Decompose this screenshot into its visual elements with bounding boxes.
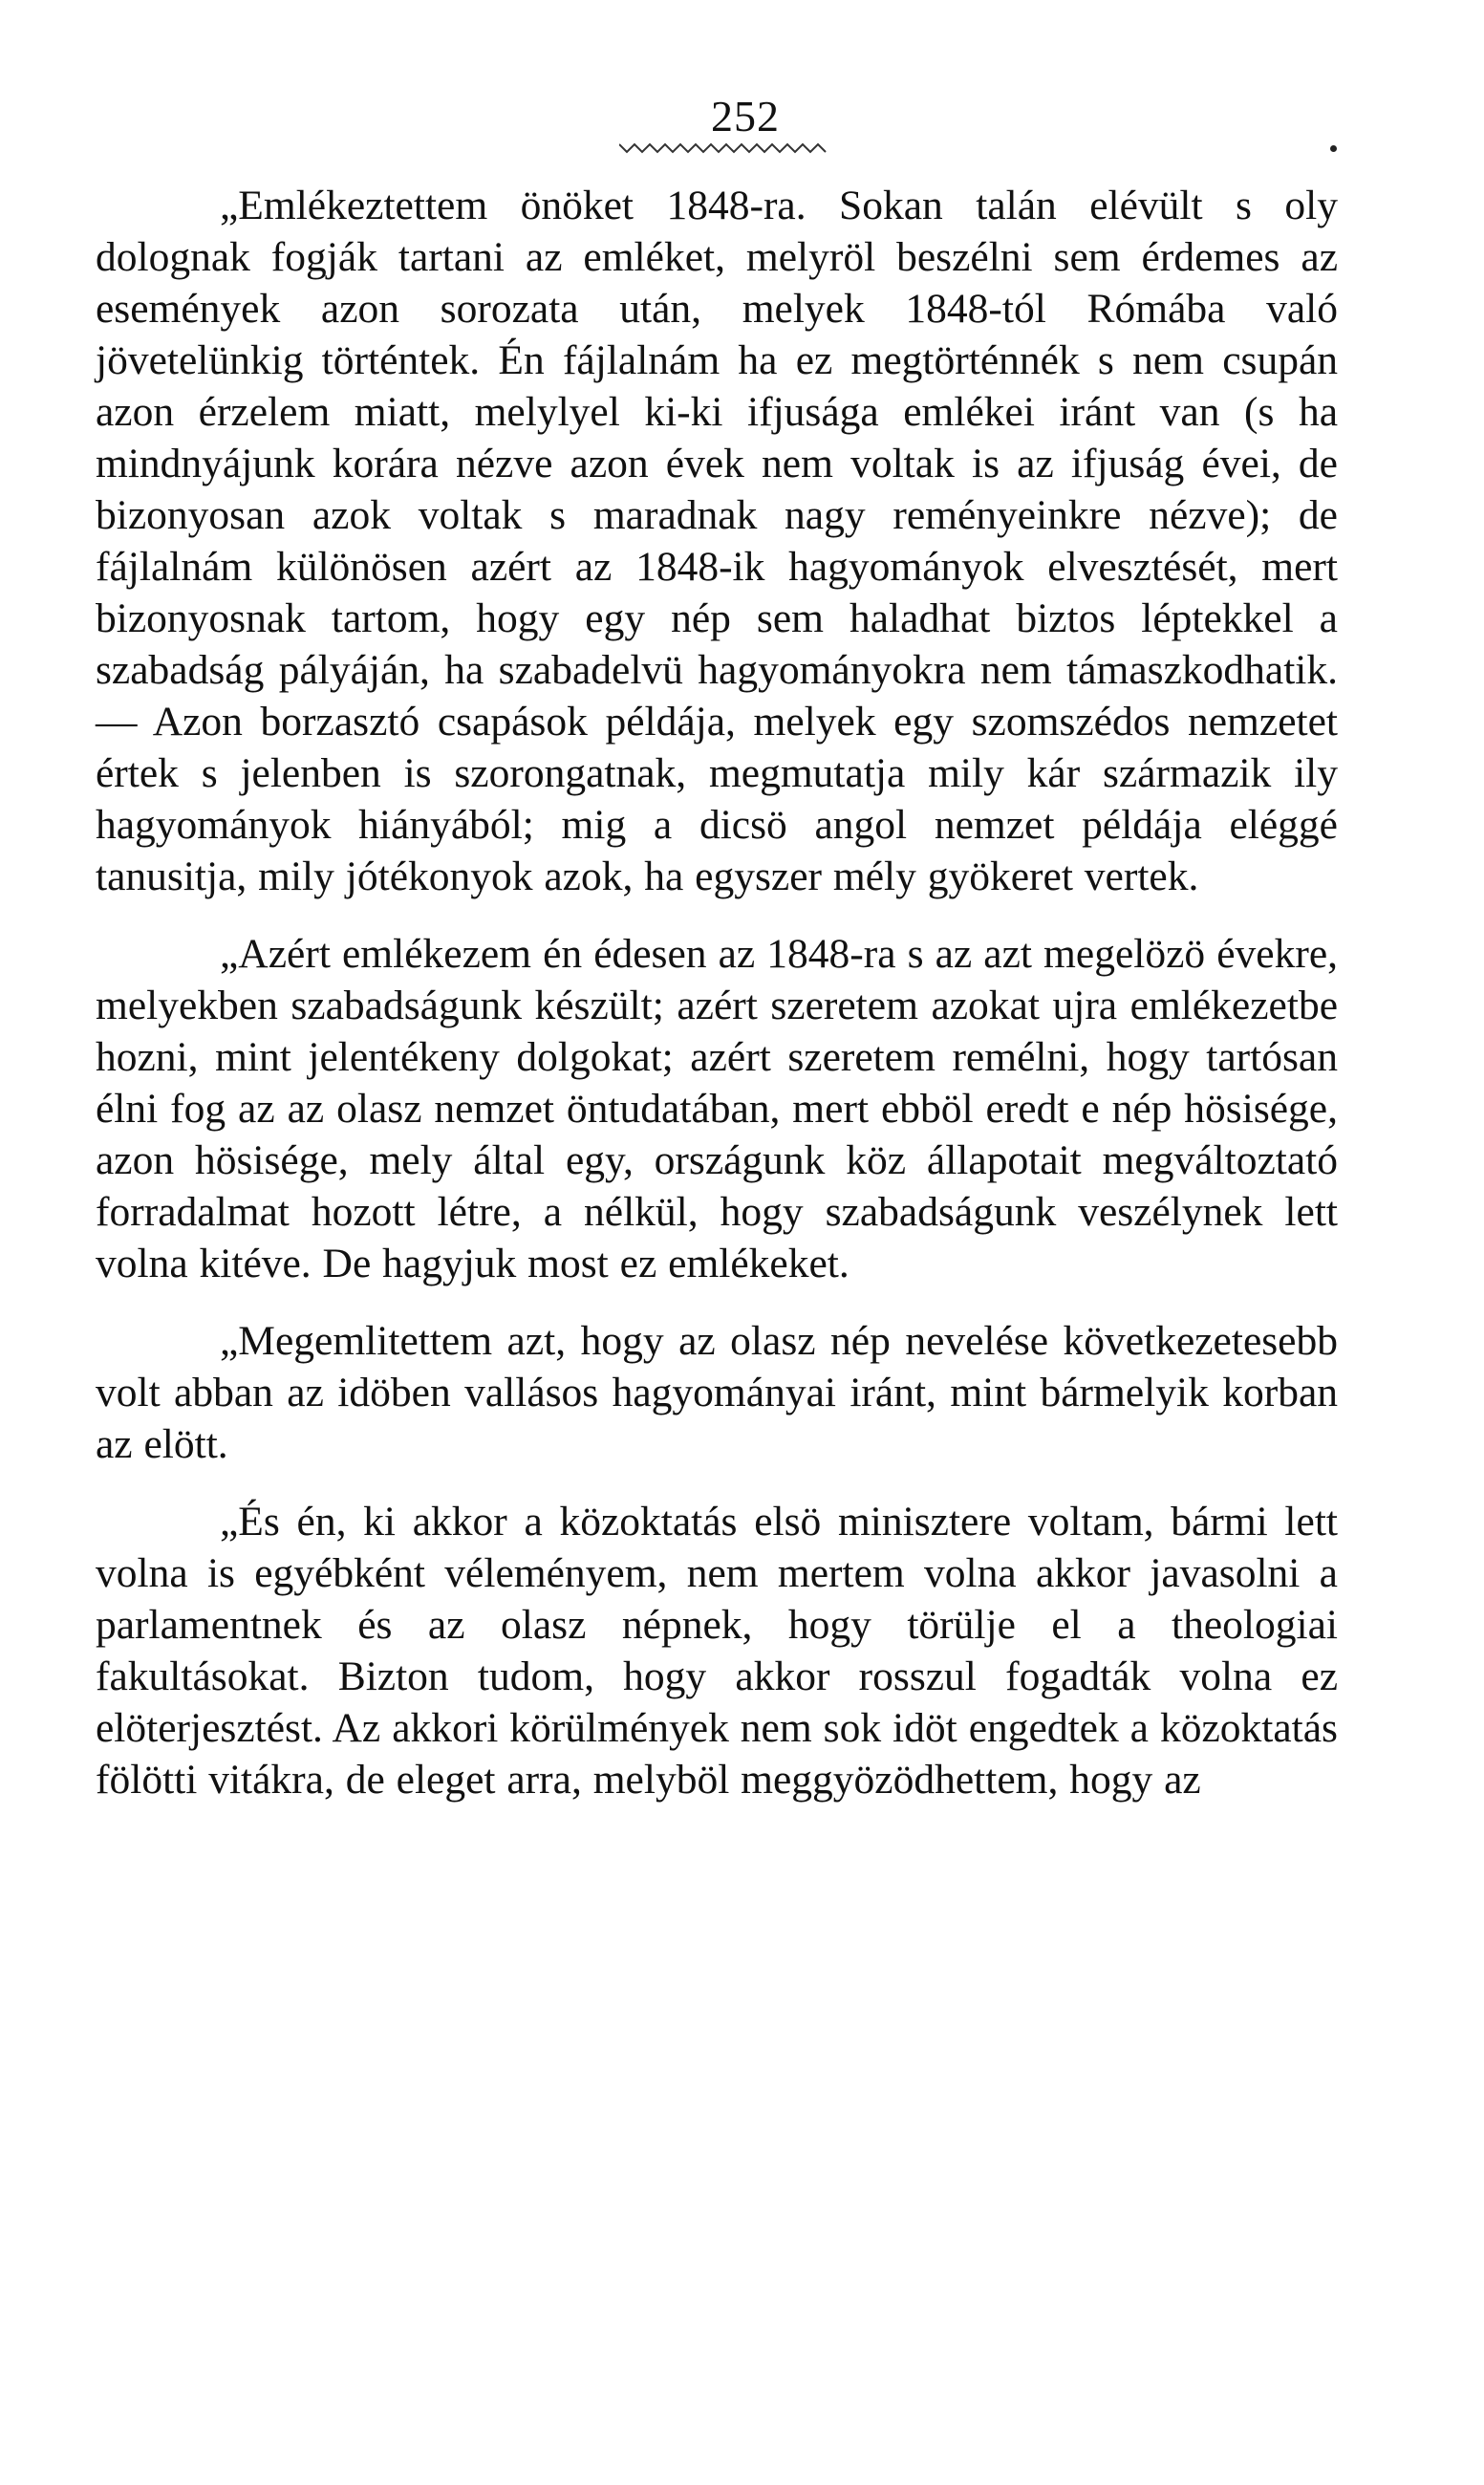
decorative-rule — [619, 141, 829, 155]
printer-dot-mark — [1330, 145, 1337, 152]
page-number: 252 — [711, 92, 780, 140]
body-text — [96, 180, 1338, 1805]
paragraph-1848-reminder: „Emlékeztettem önöket 1848-ra. Sokan talán elévült s oly dolognak fogják tartani az emléket, melyröl beszélni sem érdemes az események azon sorozata után, melyek 1848-tól Rómába való jövetelünkig történtek. Én fájlalnám ha ez megtörténnék s nem csupán azon érzelem miatt, melylyel ki-ki ifjusága emlékei iránt van (s ha mindnyájunk korára nézve azon évek nem voltak is az ifjuság évei, de bizonyosan azok voltak s maradnak nagy reményeinkre nézve); de fájlalnám különösen azért az 1848-ik hagyományok elvesztését, mert bizonyosnak tartom, hogy egy nép sem haladhat biztos léptekkel a szabadság pályáján, ha szabadelvü hagyományokra nem támaszkodhatik. — Azon borzasztó csapások példája, melyek egy szomszédos nemzetet értek s jelenben is szorongatnak, megmutatja mily kár származik ily hagyományok hiányából; mig a dicsö angol nemzet példája eléggé tanusitja, mily jótékonyok azok, ha egyszer mély gyökeret vertek. — [96, 183, 1338, 899]
paragraph-fond-memory: „Azért emlékezem én édesen az 1848-ra s az azt megelözö évekre, melyekben szabadságunk készült; azért szeretem azokat ujra emlékezetbe hozni, mint jelentékeny dolgokat; azért szeretem remélni, hogy tartósan élni fog az az olasz nemzet öntudatában, mert ebböl eredt e nép hösisége, azon hösisége, mely által egy, országunk köz állapotait megváltoztató forradalmat hozott létre, a nélkül, hogy szabadságunk veszélynek lett volna kitéve. De hagyjuk most ez emlékeket. — [96, 931, 1338, 1286]
paragraph-minister: „És én, ki akkor a közoktatás elsö minisztere voltam, bármi lett volna is egyébként véleményem, nem mertem volna akkor javasolni a parlamentnek és az olasz népnek, hogy törülje el a theologiai fakultásokat. Bizton tudom, hogy akkor rosszul fogadták volna ez elöterjesztést. Az akkori körülmények nem sok idöt engedtek a közoktatás fölötti vitákra, de eleget arra, melyböl meggyözödhettem, hogy az — [96, 1499, 1338, 1803]
paragraph-education: „Megemlitettem azt, hogy az olasz nép nevelése következetesebb volt abban az idöben vallásos hagyományai iránt, mint bármelyik korban az elött. — [96, 1318, 1338, 1467]
